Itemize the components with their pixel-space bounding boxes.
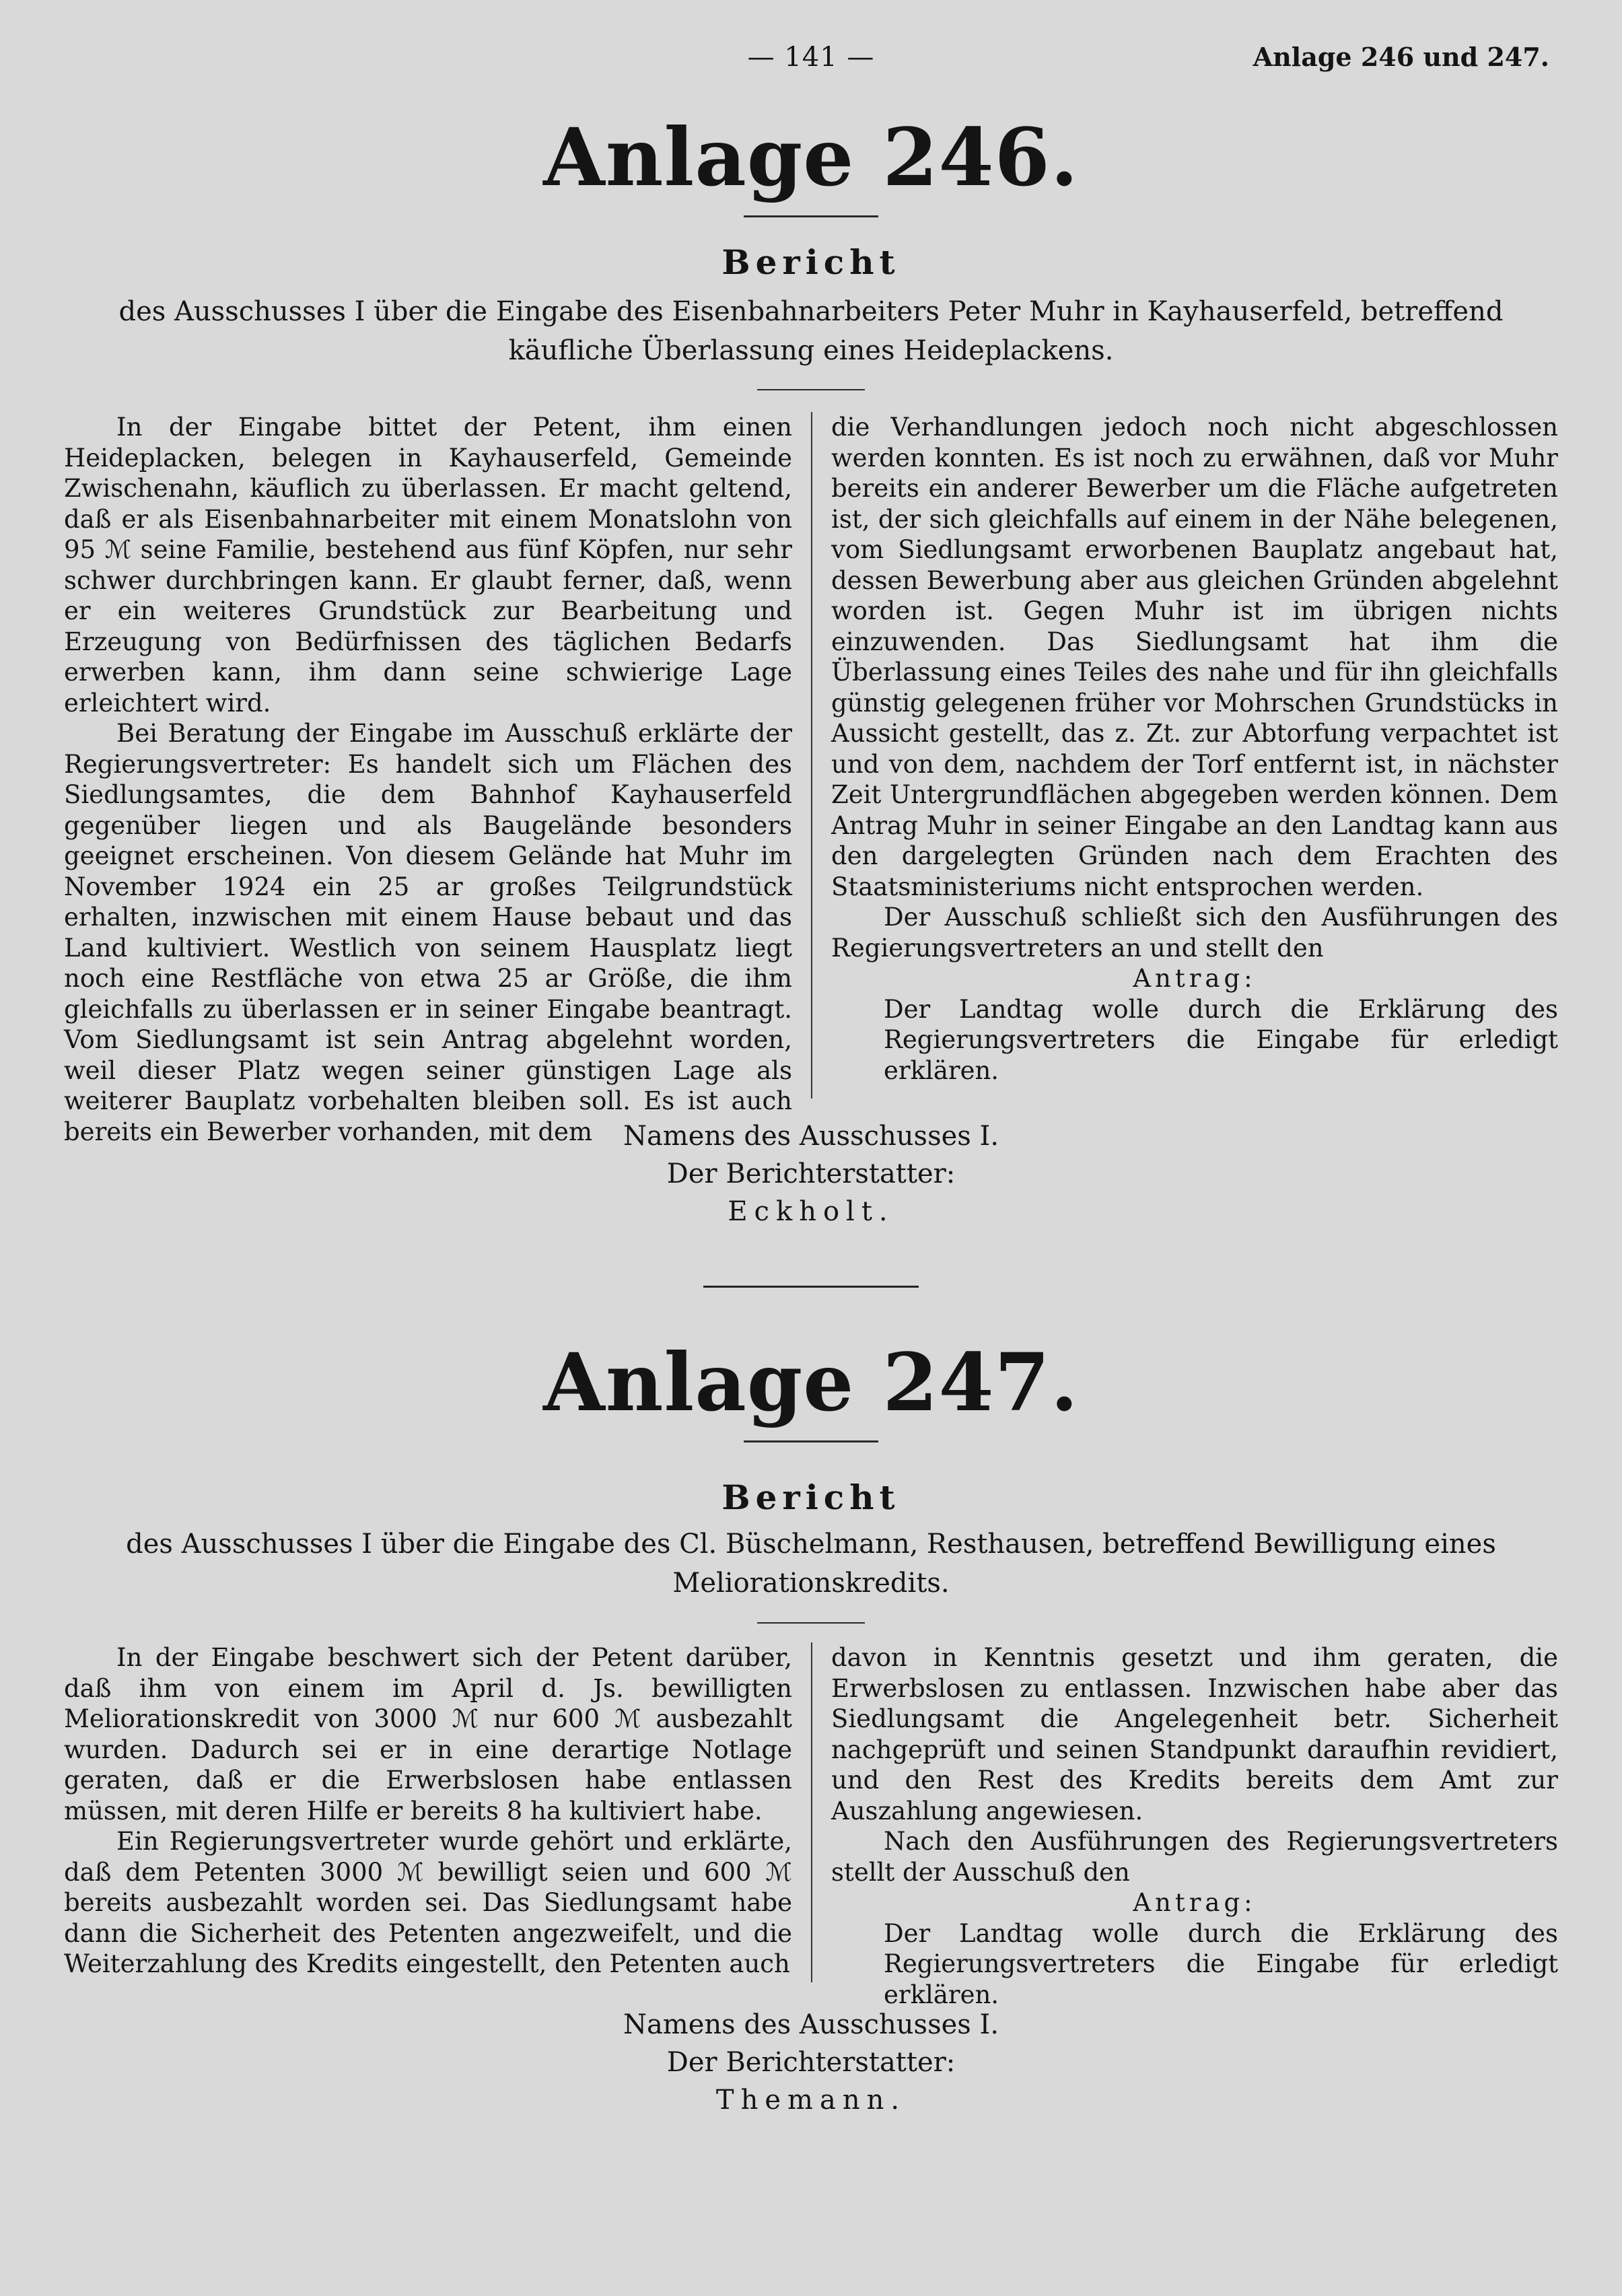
paragraph: Ein Regierungsvertreter wurde gehört und erklärte, daß dem Petenten 3000 ℳ bewilligt seien und 600 ℳ bereits ausbezahlt worden sei. Das Siedlungsamt habe dann die Sicherheit des Petenten angezweifelt, und die Weiterzahlung des Kredits eingestellt, den Petenten auch	[64, 1827, 792, 1978]
motion-heading: Antrag:	[1133, 1888, 1257, 1917]
paragraph: Der Ausschuß schließt sich den Ausführungen des Regierungsvertreters an und stellt den	[831, 903, 1558, 963]
report-heading: Bericht	[721, 242, 901, 282]
paragraph: Bei Beratung der Eingabe im Ausschuß erklärte der Regierungsvertreter: Es handelt sich um Flächen des Siedlungsamtes, die dem Bahnhof Kayhauserfeld gegenüber liegen und als Baugelände besonders geeignet erscheinen. Von diesem Gelände hat Muhr im November 1924 ein 25 ar großes Teilgrundstück erhalten, inzwischen mit einem Hause bebaut und das Land kultiviert. Westlich von seinem Hausplatz liegt noch eine Restfläche von etwa 25 ar Größe, die ihm gleichfalls zu überlassen er in seiner Eingabe beantragt. Vom Siedlungsamt ist sein Antrag abgelehnt worden, weil dieser Platz wegen seiner günstigen Lage als weiterer Bauplatz vorbehalten bleiben soll. Es ist auch bereits ein Bewerber vorhanden, mit dem	[64, 719, 792, 1146]
right-column	[831, 412, 1558, 1086]
signature-block	[0, 2006, 1622, 2119]
column-divider	[811, 412, 812, 1099]
signature-name: Themann.	[715, 2085, 907, 2116]
signature-role: Der Berichterstatter:	[666, 2047, 956, 2078]
subject-rule	[757, 1622, 865, 1624]
column-divider	[811, 1642, 812, 1982]
motion-text: Der Landtag wolle durch die Erklärung des Regierungsvertreters die Eingabe für erledigt erklären.	[884, 1918, 1558, 2009]
paragraph: In der Eingabe bittet der Petent, ihm einen Heideplacken, belegen in Kayhauserfeld, Gemeinde Zwischenahn, käuflich zu überlassen. Er macht geltend, daß er als Eisenbahnarbeiter mit einem Monatslohn von 95 ℳ seine Familie, bestehend aus fünf Köpfen, nur sehr schwer durchbringen kann. Er glaubt ferner, daß, wenn er ein weiteres Grundstück zur Bearbeitung und Erzeugung von Bedürfnissen des täglichen Bedarfs erwerben kann, ihm dann seine schwierige Lage erleichtert wird.	[64, 413, 792, 718]
signature-name: Eckholt.	[728, 1196, 894, 1227]
page-number: — 141 —	[747, 42, 875, 73]
left-column	[64, 412, 792, 1147]
paragraph: die Verhandlungen jedoch noch nicht abgeschlossen werden konnten. Es ist noch zu erwähnen, daß vor Muhr bereits ein anderer Bewerber um die Fläche aufgetreten ist, der sich gleichfalls auf einem in der Nähe belegenen, vom Siedlungsamt erworbenen Bauplatz angebaut hat, dessen Bewerbung aber aus gleichen Gründen abgelehnt worden ist. Gegen Muhr ist im übrigen nichts einzuwenden. Das Siedlungsamt hat ihm die Überlassung eines Teiles des nahe und für ihn gleichfalls günstig gelegenen früher vor Mohrschen Grundstücks in Aussicht gestellt, das z. Zt. zur Abtorfung verpachtet ist und von dem, nachdem der Torf entfernt ist, in nächster Zeit Untergrundflächen abgegeben werden können. Dem Antrag Muhr in seiner Eingabe an den Landtag kann aus den dargelegten Gründen nach dem Erachten des Staatsministeriums nicht entsprochen werden.	[831, 413, 1558, 901]
section-title: Anlage 246.	[543, 110, 1079, 204]
paragraph: In der Eingabe beschwert sich der Petent darüber, daß ihm von einem im April d. Js. bewilligten Meliorationskredit von 3000 ℳ nur 600 ℳ ausbezahlt wurden. Dadurch sei er in eine derartige Notlage geraten, daß er die Erwerbslosen habe entlassen müssen, mit deren Hilfe er bereits 8 ha kultiviert habe.	[64, 1643, 792, 1825]
right-column	[831, 1642, 1558, 2010]
signature-block	[0, 1117, 1622, 1230]
running-title: Anlage 246 und 247.	[1253, 42, 1549, 72]
paragraph: Nach den Ausführungen des Regierungsvertreters stellt der Ausschuß den	[831, 1827, 1558, 1887]
report-subject: des Ausschusses I über die Eingabe des Cl. Büschelmann, Resthausen, betreffend Bewilligung eines Meliorationskredits.	[126, 1529, 1496, 1599]
motion-text: Der Landtag wolle durch die Erklärung des Regierungsvertreters die Eingabe für erledigt erklären.	[884, 994, 1558, 1085]
left-column	[64, 1642, 792, 1980]
section-title: Anlage 247.	[543, 1335, 1079, 1429]
signature-role: Der Berichterstatter:	[666, 1158, 956, 1189]
title-rule	[744, 215, 878, 217]
title-rule	[744, 1440, 878, 1442]
motion-heading: Antrag:	[1133, 964, 1257, 993]
signature-committee: Namens des Ausschusses I.	[623, 1121, 999, 1152]
report-subject: des Ausschusses I über die Eingabe des Eisenbahnarbeiters Peter Muhr in Kayhauserfeld, betreffend käufliche Überlassung eines Heideplackens.	[118, 296, 1504, 366]
subject-rule	[757, 389, 865, 390]
signature-committee: Namens des Ausschusses I.	[623, 2009, 999, 2040]
section-separator	[703, 1286, 919, 1288]
report-heading: Bericht	[721, 1477, 901, 1517]
paragraph: davon in Kenntnis gesetzt und ihm geraten, die Erwerbslosen zu entlassen. Inzwischen habe aber das Siedlungsamt die Angelegenheit betr. Sicherheit nachgeprüft und seinen Standpunkt daraufhin revidiert, und den Rest des Kredits bereits dem Amt zur Auszahlung angewiesen.	[831, 1643, 1558, 1825]
